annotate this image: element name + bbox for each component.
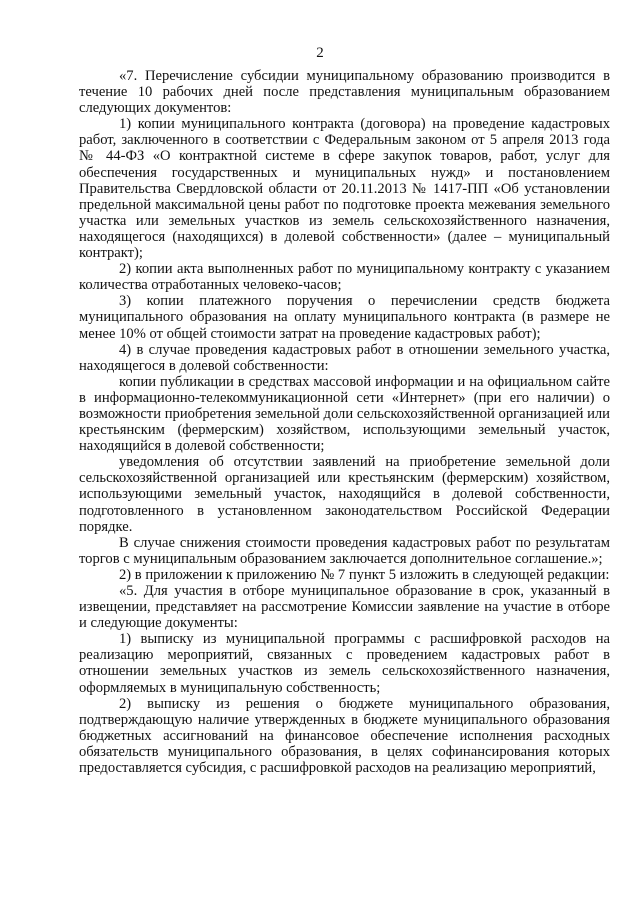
paragraph: копии публикации в средствах массовой информации и на официальном сайте в информационно-телекоммуникационной сети «Интернет» (при его наличии) о возможности приобретения земельной доли сельскохозяйственной организацией или крестьянским (фермерским) хозяйством, использующими земельный участок, находящийся в долевой собственности;	[79, 373, 610, 455]
document-body	[79, 68, 610, 776]
paragraph: «7. Перечисление субсидии муниципальному образованию производится в течение 10 рабочих дней после представления муниципальным образованием следующих документов:	[79, 68, 610, 117]
paragraph: «5. Для участия в отборе муниципальное образование в срок, указанный в извещении, представляет на рассмотрение Комиссии заявление на участие в отборе и следующие документы:	[79, 583, 610, 632]
paragraph: 2) в приложении к приложению № 7 пункт 5 изложить в следующей редакции:	[119, 566, 610, 583]
paragraph: 1) копии муниципального контракта (договора) на проведение кадастровых работ, заключенного в соответствии с Федеральным законом от 5 апреля 2013 года № 44-ФЗ «О контрактной системе в сфере закупок товаров, работ, услуг для обеспечения государственных и муниципальных нужд» и постановлением Правительства Свердловской области от 20.11.2013 № 1417-ПП «Об установлении предельной максимальной цены работ по подготовке проекта межевания земельного участка или земельных участков из земель сельскохозяйственного назначения, находящегося (находящихся) в долевой собственности» (далее – муниципальный контракт);	[79, 116, 610, 262]
paragraph: 2) копии акта выполненных работ по муниципальному контракту с указанием количества отработанных человеко-часов;	[79, 261, 610, 294]
paragraph: 3) копии платежного поручения о перечислении средств бюджета муниципального образования на оплату муниципального контракта (в размере не менее 10% от общей стоимости затрат на проведение кадастровых работ);	[79, 293, 610, 342]
page-number: 2	[316, 45, 324, 61]
paragraph: 2) выписку из решения о бюджете муниципального образования, подтверждающую наличие утвержденных в бюджете муниципального образования бюджетных ассигнований на финансовое обеспечение исполнения расходных обязательств муниципального образования, в целях софинансирования которых предоставляется субсидия, с расшифровкой расходов на реализацию мероприятий,	[79, 695, 610, 777]
paragraph: уведомления об отсутствии заявлений на приобретение земельной доли сельскохозяйственной организацией или крестьянским (фермерским) хозяйством, использующими земельный участок, находящийся в долевой собственности, подготовленного в установленном законодательством Российской Федерации порядке.	[79, 454, 610, 535]
paragraph: В случае снижения стоимости проведения кадастровых работ по результатам торгов с муниципальным образованием заключается дополнительное соглашение.»;	[79, 534, 610, 567]
paragraph: 1) выписку из муниципальной программы с расшифровкой расходов на реализацию мероприятий, связанных с проведением кадастровых работ в отношении земельных участков из земель сельскохозяйственного назначения, оформляемых в муниципальную собственность;	[79, 631, 610, 696]
pen-mark	[208, 601, 218, 613]
paragraph: 4) в случае проведения кадастровых работ в отношении земельного участка, находящегося в долевой собственности:	[79, 341, 610, 374]
